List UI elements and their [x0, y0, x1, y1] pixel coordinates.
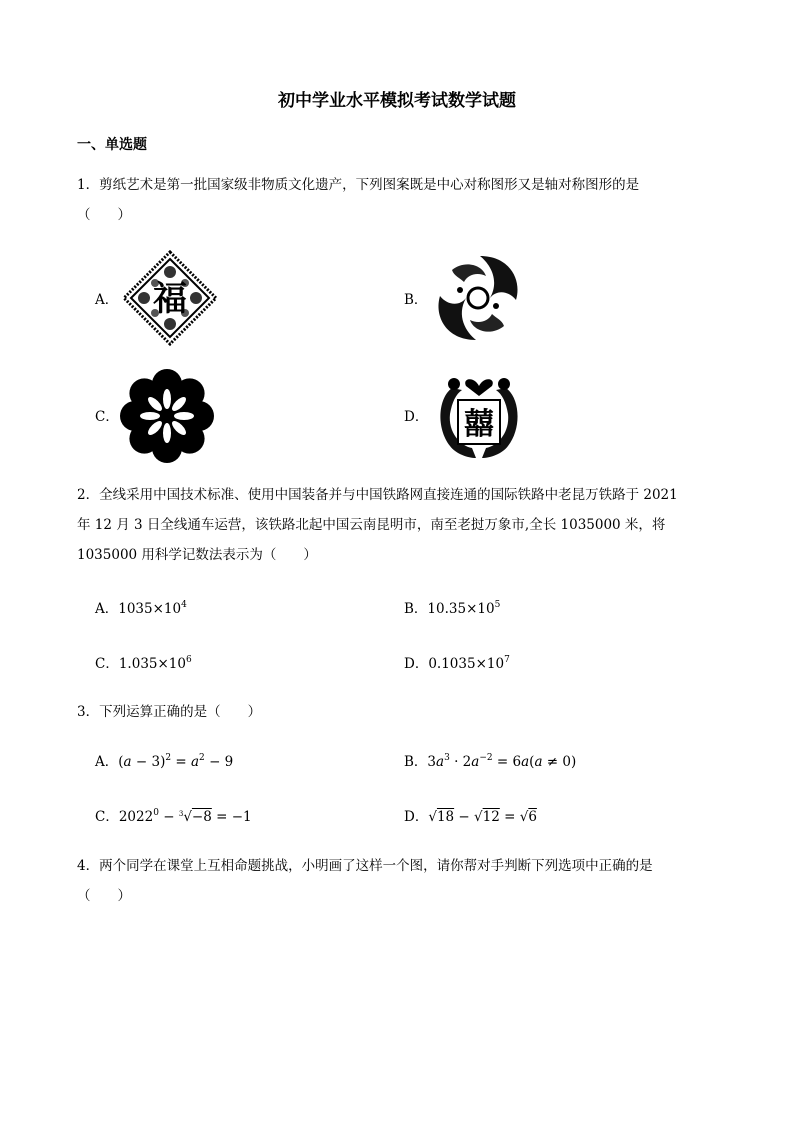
- q1-option-a-label: A．: [95, 292, 119, 308]
- xi-character: 囍: [464, 407, 494, 442]
- page-title: 初中学业水平模拟考试数学试题: [278, 91, 516, 111]
- q1-option-d-label: D．: [404, 409, 429, 425]
- question-4-line1: 4．两个同学在课堂上互相命题挑战，小明画了这样一个图，请你帮对手判断下列选项中正确的是: [77, 858, 653, 874]
- q3-option-b: B．$3a^3 \cdot 2a^{-2} = 6a(a \ne 0)$: [404, 753, 577, 770]
- question-1-line1: 1．剪纸艺术是第一批国家级非物质文化遗产，下列图案既是中心对称图形又是轴对称图形的是: [77, 177, 640, 193]
- q3-option-a: A．$(a - 3)^2 = a^2 - 9$: [95, 753, 234, 770]
- q1-option-b-label: B．: [404, 292, 428, 308]
- question-2-line2: 年 12 月 3 日全线通车运营，该铁路北起中国云南昆明市，南至老挝万象市,全长 1035000 米，将: [77, 517, 666, 533]
- fu-character: 福: [153, 279, 187, 319]
- q2-option-a: A．$1035\times 10^4$: [95, 600, 187, 617]
- question-1-stem: [77, 170, 717, 230]
- question-4-line2: （ ）: [77, 888, 131, 904]
- question-3-stem: 3．下列运算正确的是（ ）: [77, 704, 262, 720]
- q2-option-d: D．$0.1035\times 10^7$: [404, 655, 510, 672]
- q1-option-d-figure: [432, 368, 526, 462]
- question-1-line2: （ ）: [77, 207, 131, 223]
- question-2-stem: [77, 480, 717, 570]
- q1-option-c-figure: [118, 367, 216, 465]
- q3-option-c: C．$2022^0 - ^3√-8 = -1$: [95, 808, 252, 825]
- question-2-line1: 2．全线采用中国技术标准、使用中国装备并与中国铁路网直接连通的国际铁路中老昆万铁路于 2021: [77, 487, 678, 503]
- section-heading: 一、单选题: [77, 137, 147, 153]
- q2-option-b: B．$10.35\times 10^5$: [404, 600, 501, 617]
- question-2-line3: 1035000 用科学记数法表示为（ ）: [77, 547, 317, 563]
- q3-option-d: D．√18 − √12 = √6: [404, 809, 537, 825]
- question-4-stem: [77, 851, 717, 911]
- q2-option-c: C．$1.035\times 10^6$: [95, 655, 192, 672]
- q1-option-a-figure: [122, 250, 218, 346]
- q1-option-b-figure: [430, 250, 526, 346]
- q1-option-c-label: C．: [95, 409, 119, 425]
